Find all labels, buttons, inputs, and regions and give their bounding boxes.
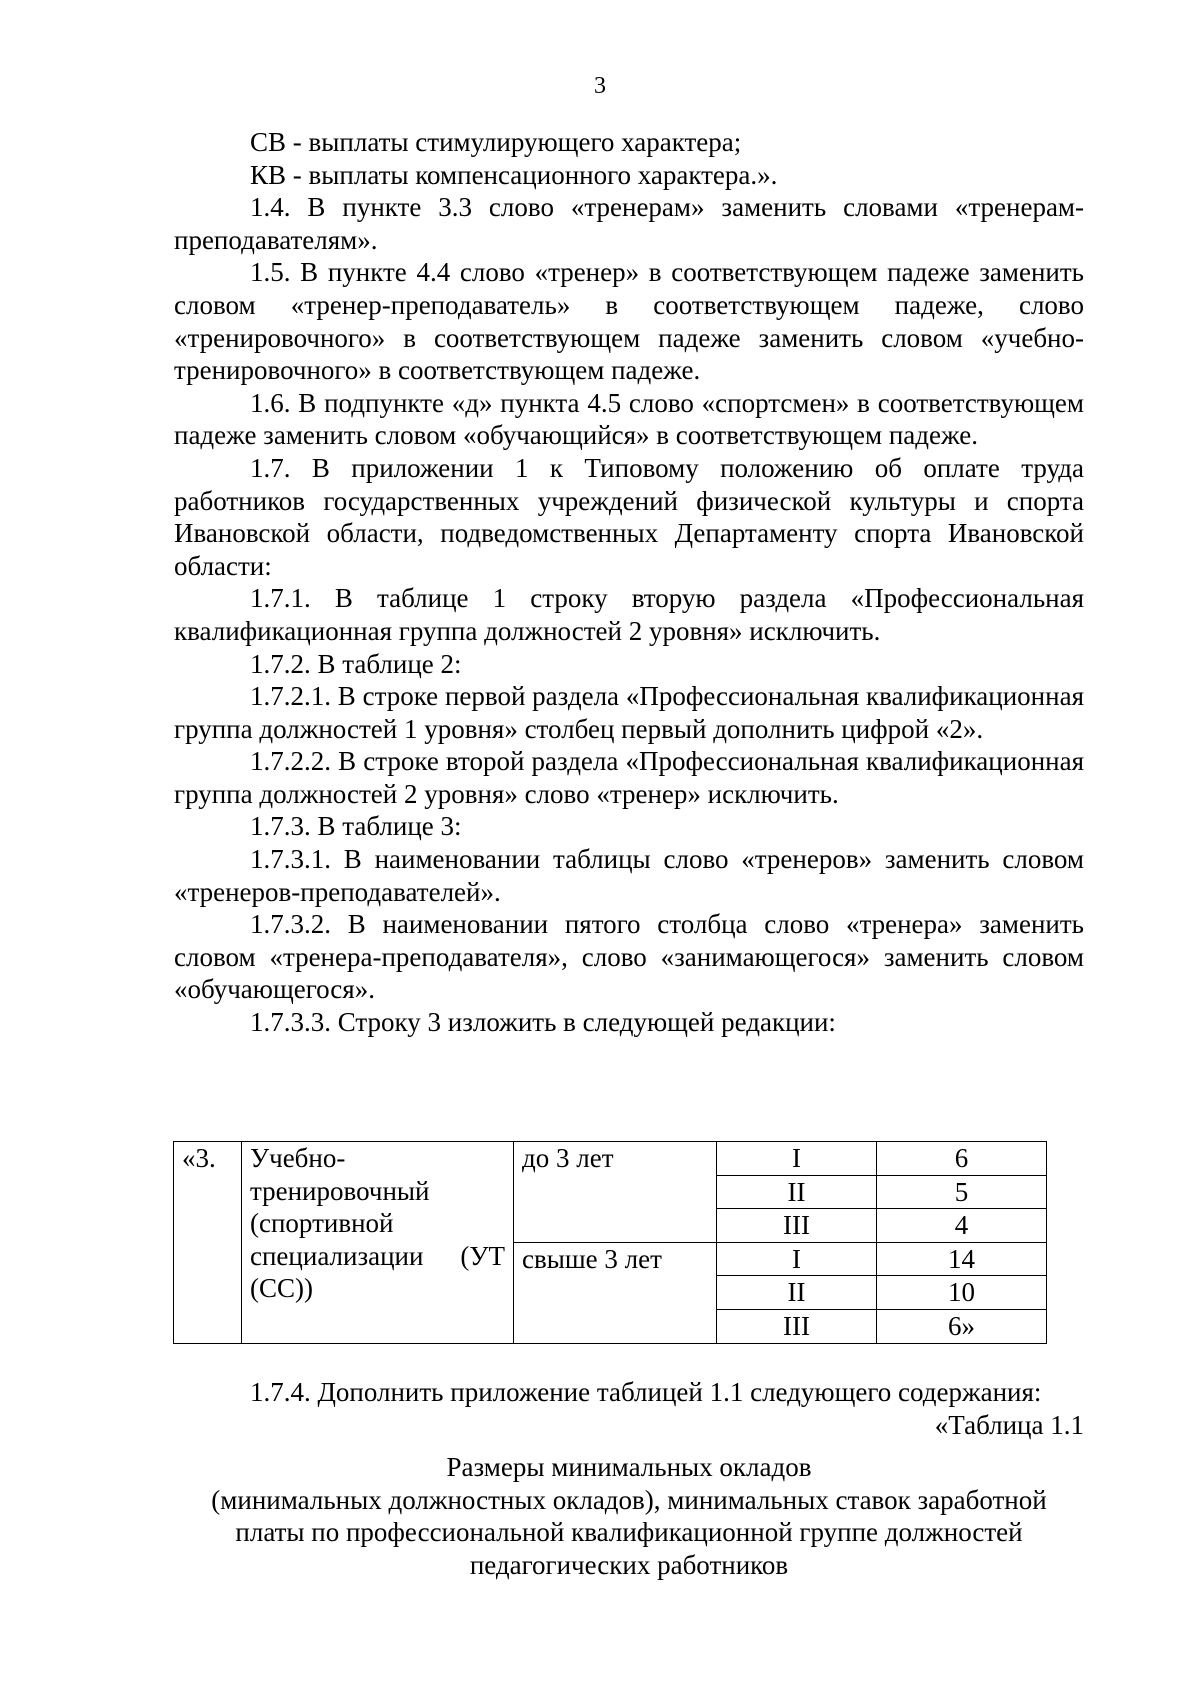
paragraph-kv: КВ - выплаты компенсационного характера.». (250, 159, 778, 190)
after-table-section (174, 1376, 1084, 1582)
table-1-1-label: «Таблица 1.1 (934, 1409, 1084, 1440)
level-cell: III (717, 1209, 877, 1243)
table-row (174, 1142, 1047, 1176)
paragraph-1-7-3: 1.7.3. В таблице 3: (250, 811, 462, 842)
paragraph-sv: СВ - выплаты стимулирующего характера; (250, 127, 742, 157)
table-title-line: платы по профессиональной квалификационной группе должностей (235, 1517, 1023, 1548)
paragraph-1-7-4: 1.7.4. Дополнить приложение таблицей 1.1 следующего содержания: (250, 1377, 1042, 1407)
level-cell: I (717, 1242, 877, 1276)
row-3-table (173, 1141, 1047, 1344)
value-cell: 14 (877, 1242, 1047, 1276)
paragraph-1-7-3-1: 1.7.3.1. В наименовании таблицы слово «тренеров» заменить словом «тренеров-преподавателей». (174, 844, 1084, 907)
category-name-line: тренировочный (250, 1175, 430, 1206)
paragraph-1-7-2: 1.7.2. В таблице 2: (250, 648, 462, 679)
page-number: 3 (594, 73, 606, 99)
level-cell: III (717, 1309, 877, 1343)
paragraph-1-5: 1.5. В пункте 4.4 слово «тренер» в соответствующем падеже заменить словом «тренер-преподаватель» в соответствующем падеже, слово «тренировочного» в соответствующем падеже заменить словом «учебно-тренировочного» в соответствующем падеже. (174, 257, 1084, 386)
paragraph-1-7-2-1: 1.7.2.1. В строке первой раздела «Профессиональная квалификационная группа должностей 1 уровня» столбец первый дополнить цифрой «2». (174, 681, 1084, 744)
paragraph-1-7-3-3: 1.7.3.3. Строку 3 изложить в следующей редакции: (250, 1007, 836, 1038)
row-number-cell: «3. (174, 1142, 242, 1344)
paragraph-1-6: 1.6. В подпункте «д» пункта 4.5 слово «спортсмен» в соответствующем падеже заменить словом «обучающийся» в соответствующем падеже. (174, 387, 1084, 451)
paragraph-1-7-1: 1.7.1. В таблице 1 строку вторую раздела «Профессиональная квалификационная группа должностей 2 уровня» исключить. (174, 583, 1084, 646)
value-cell: 6» (877, 1309, 1047, 1343)
period-cell-over-3: свыше 3 лет (514, 1242, 717, 1343)
level-cell: I (717, 1142, 877, 1176)
paragraph-1-4: 1.4. В пункте 3.3 слово «тренерам» заменить словами «тренерам-преподавателям». (174, 192, 1084, 255)
value-cell: 4 (877, 1209, 1047, 1243)
table-title-line: педагогических работников (469, 1549, 789, 1580)
level-cell: II (717, 1175, 877, 1209)
value-cell: 5 (877, 1175, 1047, 1209)
category-name-line: специализации (УТ (250, 1240, 505, 1271)
value-cell: 6 (877, 1142, 1047, 1176)
table-title-line: (минимальных должностных окладов), минимальных ставок заработной (211, 1484, 1047, 1515)
paragraph-1-7-2-2: 1.7.2.2. В строке второй раздела «Профессиональная квалификационная группа должностей 2 уровня» слово «тренер» исключить. (174, 746, 1084, 809)
category-name-line: (СС)) (250, 1273, 313, 1304)
category-name-line: (спортивной (250, 1208, 394, 1239)
category-name-line: Учебно- (250, 1143, 346, 1173)
value-cell: 10 (877, 1276, 1047, 1310)
category-name-cell (242, 1142, 514, 1344)
document-body (174, 126, 1084, 1039)
level-cell: II (717, 1276, 877, 1310)
paragraph-1-7: 1.7. В приложении 1 к Типовому положению об оплате труда работников государственных учреждений физической культуры и спорта Ивановской области, подведомственных Департаменту спорта Ивановской области: (174, 452, 1084, 581)
paragraph-1-7-3-2: 1.7.3.2. В наименовании пятого столбца слово «тренера» заменить словом «тренера-преподавателя», слово «занимающегося» заменить словом «обучающегося». (174, 909, 1084, 1005)
period-cell-under-3: до 3 лет (514, 1142, 717, 1243)
table-title-line: Размеры минимальных окладов (446, 1452, 812, 1483)
